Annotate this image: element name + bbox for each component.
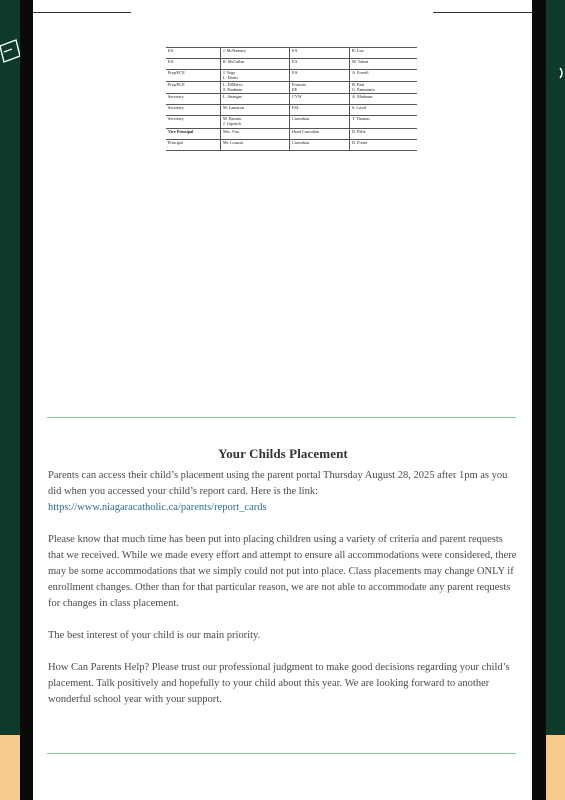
table-cell: Principal <box>166 139 221 150</box>
table-cell: Custodian <box>290 139 350 150</box>
table-cell: L. Stranges <box>221 94 290 105</box>
table-cell: EA <box>166 59 221 70</box>
table-cell: Mr. Louzon <box>221 139 290 150</box>
staff-table <box>166 47 417 151</box>
chalkboard-border-right <box>546 0 565 800</box>
table-cell: ESL <box>290 105 350 116</box>
table-cell: CYW <box>290 94 350 105</box>
table-cell: Secretary <box>166 105 221 116</box>
table-row <box>166 70 417 82</box>
header-rule-left <box>33 12 131 13</box>
table-cell: Francais EE <box>290 82 350 94</box>
section-title: Your Childs Placement <box>218 446 348 461</box>
table-row <box>166 116 417 128</box>
table-cell: Custodian <box>290 116 350 128</box>
table-cell: Secretary <box>166 94 221 105</box>
page-edge-left <box>20 0 33 800</box>
table-cell: J. McNamara <box>221 48 290 59</box>
chalkboard-border-left <box>0 0 20 800</box>
table-cell: J. Vega L. Deam <box>221 70 290 82</box>
table-cell: A. Marlman <box>350 94 418 105</box>
table-cell: M. Talent <box>350 59 418 70</box>
table-cell: M. Lantaron <box>221 105 290 116</box>
portal-text: Parents can access their child’s placement using the parent portal Thursday August 28, 2025 after 1pm as you did when you accessed your child’s report card. Here is the link: <box>48 470 508 497</box>
table-row <box>166 105 417 116</box>
section-divider-top <box>47 417 516 418</box>
placement-paragraph-priority: The best interest of your child is our main priority. <box>48 630 261 641</box>
table-cell: EA <box>166 48 221 59</box>
placement-paragraph-portal <box>48 468 518 516</box>
table-cell: D. Fortin <box>350 139 418 150</box>
table-cell: Head Custodian <box>290 128 350 139</box>
table-row <box>166 139 417 150</box>
table-cell: Prep/ECE <box>166 82 221 94</box>
table-cell: M. Baratta J. Capstick <box>221 116 290 128</box>
placement-paragraph-help: How Can Parents Help? Please trust our professional judgment to make good decisions regarding your child’s placement. Talk positively and hopefully to your child about this year. We are looking forward to another wonderful school year with your support. <box>48 662 510 705</box>
placement-paragraph-criteria: Please know that much time has been put into placing children using a variety of criteria and parent requests that we received. While we made every effort and attempt to ensure all accommodations were considered, there may be some accommodations that we simply could not put into place. Class placements may change ONLY if enrollment changes. Other than for that particular reason, we are not able to accommodate any parent requests for changes in class placement. <box>48 534 517 609</box>
table-cell: EA <box>290 59 350 70</box>
table-cell: D. Pella <box>350 128 418 139</box>
table-cell: Prep/ECE <box>166 70 221 82</box>
table-cell: L. DiMarco S. Pradman <box>221 82 290 94</box>
table-cell: S. Lowil <box>350 105 418 116</box>
table-cell: B. Paul G. Pannunzio <box>350 82 418 94</box>
table-row <box>166 82 417 94</box>
table-cell: Mrs. Vita <box>221 128 290 139</box>
table-cell: A. Forrell <box>350 70 418 82</box>
section-divider-bottom <box>47 753 516 754</box>
header-rule-right <box>433 12 532 13</box>
wood-frame-left <box>0 735 20 800</box>
table-cell: Secretary <box>166 116 221 128</box>
table-cell: R. McCallan <box>221 59 290 70</box>
table-row <box>166 128 417 139</box>
chalk-mark-icon <box>559 66 565 80</box>
table-cell: Vice Principal <box>166 128 221 139</box>
table-row <box>166 48 417 59</box>
table-cell: T. Thomas <box>350 116 418 128</box>
placement-section <box>48 446 518 724</box>
wood-frame-right <box>546 735 565 800</box>
page-edge-right <box>532 0 546 800</box>
report-cards-link[interactable]: https://www.niagaracatholic.ca/parents/report_cards <box>48 502 267 513</box>
table-cell: EA <box>290 48 350 59</box>
table-cell: R. Luo <box>350 48 418 59</box>
table-row <box>166 94 417 105</box>
chalk-doodle-icon <box>0 38 20 78</box>
table-cell: EA <box>290 70 350 82</box>
table-row <box>166 59 417 70</box>
